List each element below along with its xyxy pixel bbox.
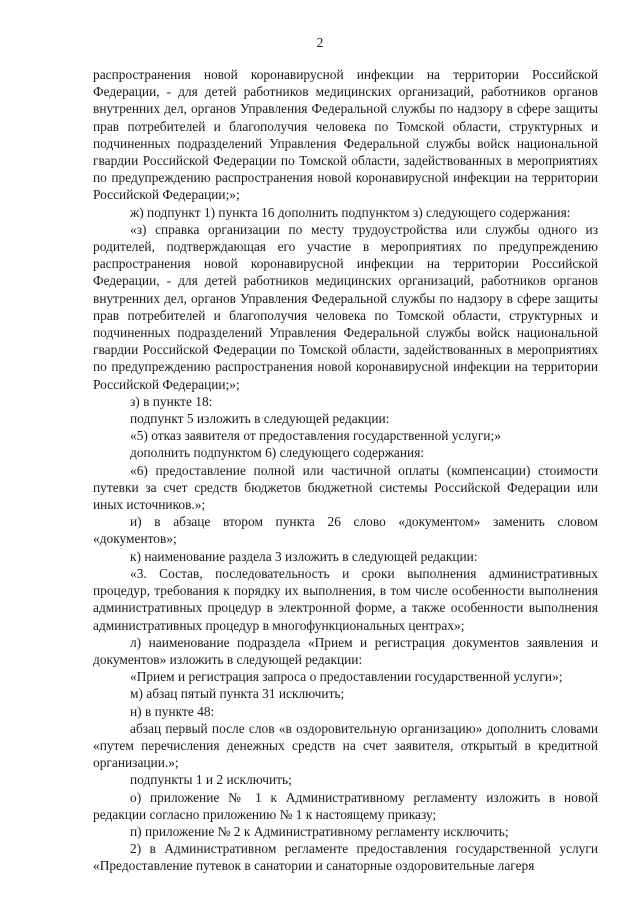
paragraph-quote-section-3: «3. Состав, последовательность и сроки выполнения административных процедур, требования к порядку их выполнения, в том числе особенности выполнения административных процедур в электронной форме, а также особенности выполнения административных процедур в многофункциональных центрах»;: [93, 565, 598, 633]
paragraph-item-2: 2) в Административном регламенте предоставления государственной услуги «Предоставление путевок в санатории и санаторные оздоровительные лагеря: [93, 841, 598, 874]
document-body: [93, 66, 598, 875]
page-number: 2: [316, 35, 324, 50]
paragraph-item-zh: ж) подпункт 1) пункта 16 дополнить подпунктом з) следующего содержания:: [130, 204, 571, 220]
paragraph-item-i: и) в абзаце втором пункта 26 слово «документом» заменить словом «документов»;: [93, 514, 598, 547]
paragraph-quote-6: «6) предоставление полной или частичной оплаты (компенсации) стоимости путевки за счет средств бюджетов бюджетной системы Российской Федерации или иных источников.»;: [93, 462, 598, 513]
paragraph-quote-5: «5) отказ заявителя от предоставления государственной услуги;»: [130, 428, 501, 444]
paragraph-item-k: к) наименование раздела 3 изложить в следующей редакции:: [130, 548, 478, 564]
paragraph-item-z: з) в пункте 18:: [130, 393, 213, 409]
paragraph-exclude-subitems: подпункты 1 и 2 исключить;: [130, 772, 292, 788]
paragraph-abzac-first: абзац первый после слов «в оздоровительную организацию» дополнить словами «путем перечисления денежных средств на счет заявителя, открытый в кредитной организации.»;: [93, 720, 598, 771]
paragraph-add-6: дополнить подпунктом 6) следующего содержания:: [130, 445, 425, 461]
paragraph-quote-z: «з) справка организации по месту трудоустройства или службы одного из родителей, подтверждающая его участие в мероприятиях по предупреждению распространения новой коронавирусной инфекции на территории Российской Федерации, - для детей работников медицинских организаций, работников органов внутренних дел, органов Управления Федеральной службы по надзору в сфере защиты прав потребителей и благополучия человека по Томской области, структурных и подчиненных подразделений Управления Федеральной службы войск национальной гвардии Российской Федерации по Томской области, задействованных в мероприятиях по предупреждению распространения новой коронавирусной инфекции на территории Российской Федерации;»;: [93, 221, 598, 392]
paragraph-quote-subsection: «Прием и регистрация запроса о предоставлении государственной услуги»;: [130, 669, 563, 685]
paragraph-item-n: н) в пункте 48:: [130, 703, 215, 719]
paragraph-continuation: распространения новой коронавирусной инфекции на территории Российской Федерации, - для детей работников медицинских организаций, работников органов внутренних дел, органов Управления Федеральной службы по надзору в сфере защиты прав потребителей и благополучия человека по Томской области, структурных и подчиненных подразделений Управления Федеральной службы войск национальной гвардии Российской Федерации по Томской области, задействованных в мероприятиях по предупреждению распространения новой коронавирусной инфекции на территории Российской Федерации;»;: [93, 67, 598, 203]
paragraph-item-o: о) приложение № 1 к Административному регламенту изложить в новой редакции согласно приложению № 1 к настоящему приказу;: [93, 789, 598, 822]
paragraph-subitem-5: подпункт 5 изложить в следующей редакции:: [130, 411, 390, 427]
paragraph-item-p: п) приложение № 2 к Административному регламенту исключить;: [130, 823, 509, 839]
paragraph-item-l: л) наименование подраздела «Прием и регистрация документов заявления и документов» изложить в следующей редакции:: [93, 634, 598, 667]
paragraph-item-m: м) абзац пятый пункта 31 исключить;: [130, 686, 345, 702]
